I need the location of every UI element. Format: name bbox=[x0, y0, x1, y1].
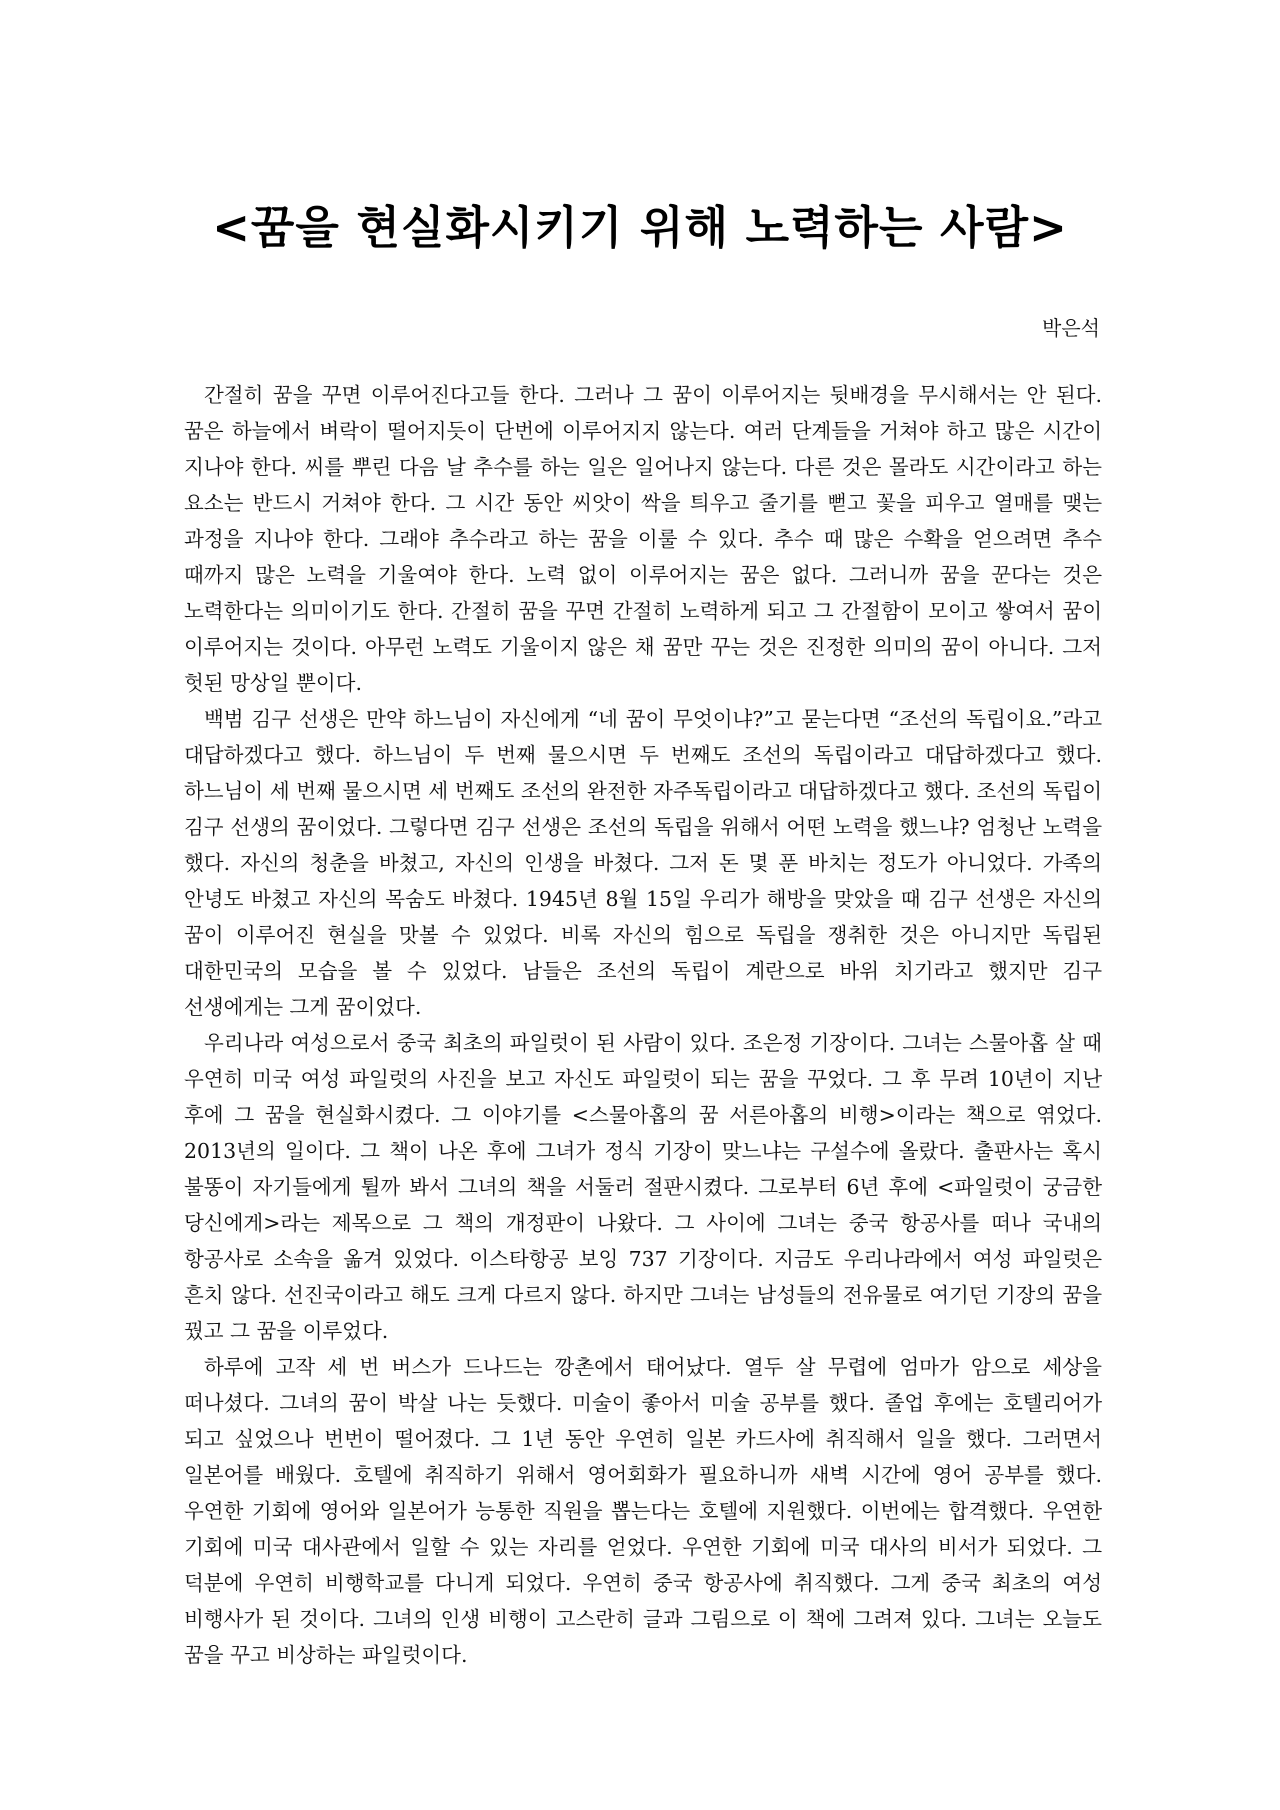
document-title: <꿈을 현실화시키기 위해 노력하는 사람> bbox=[212, 201, 1068, 254]
paragraph: 우리나라 여성으로서 중국 최초의 파일럿이 된 사람이 있다. 조은정 기장이다. 그녀는 스물아홉 살 때 우연히 미국 여성 파일럿의 사진을 보고 자신도 파일럿이 되는 꿈을 꾸었다. 그 후 무려 10년이 지난 후에 그 꿈을 현실화시켰다. 그 이야기를 <스물아홉의 꿈 서른아홉의 비행>이라는 책으로 엮었다. 2013년의 일이다. 그 책이 나온 후에 그녀가 정식 기장이 맞느냐는 구설수에 올랐다. 출판사는 혹시 불똥이 자기들에게 튈까 봐서 그녀의 책을 서둘러 절판시켰다. 그로부터 6년 후에 <파일럿이 궁금한 당신에게>라는 제목으로 그 책의 개정판이 나왔다. 그 사이에 그녀는 중국 항공사를 떠나 국내의 항공사로 소속을 옮겨 있었다. 이스타항공 보잉 737 기장이다. 지금도 우리나라에서 여성 파일럿은 흔치 않다. 선진국이라고 해도 크게 다르지 않다. 하지만 그녀는 남성들의 전유물로 여기던 기장의 꿈을 꿨고 그 꿈을 이루었다. bbox=[184, 1031, 1102, 1343]
paragraph: 백범 김구 선생은 만약 하느님이 자신에게 “네 꿈이 무엇이냐?”고 묻는다면 “조선의 독립이요.”라고 대답하겠다고 했다. 하느님이 두 번째 물으시면 두 번째도 조선의 독립이라고 대답하겠다고 했다. 하느님이 세 번째 물으시면 세 번째도 조선의 완전한 자주독립이라고 대답하겠다고 했다. 조선의 독립이 김구 선생의 꿈이었다. 그렇다면 김구 선생은 조선의 독립을 위해서 어떤 노력을 했느냐? 엄청난 노력을 했다. 자신의 청춘을 바쳤고, 자신의 인생을 바쳤다. 그저 돈 몇 푼 바치는 정도가 아니었다. 가족의 안녕도 바쳤고 자신의 목숨도 바쳤다. 1945년 8월 15일 우리가 해방을 맞았을 때 김구 선생은 자신의 꿈이 이루어진 현실을 맛볼 수 있었다. 비록 자신의 힘으로 독립을 쟁취한 것은 아니지만 독립된 대한민국의 모습을 볼 수 있었다. 남들은 조선의 독립이 계란으로 바위 치기라고 했지만 김구 선생에게는 그게 꿈이었다. bbox=[184, 707, 1102, 1019]
author-name: 박은석 bbox=[1042, 316, 1100, 340]
essay-body bbox=[184, 377, 1102, 1673]
paragraph: 간절히 꿈을 꾸면 이루어진다고들 한다. 그러나 그 꿈이 이루어지는 뒷배경을 무시해서는 안 된다. 꿈은 하늘에서 벼락이 떨어지듯이 단번에 이루어지지 않는다. 여러 단계들을 거쳐야 하고 많은 시간이 지나야 한다. 씨를 뿌린 다음 날 추수를 하는 일은 일어나지 않는다. 다른 것은 몰라도 시간이라고 하는 요소는 반드시 거쳐야 한다. 그 시간 동안 씨앗이 싹을 틔우고 줄기를 뻗고 꽃을 피우고 열매를 맺는 과정을 지나야 한다. 그래야 추수라고 하는 꿈을 이룰 수 있다. 추수 때 많은 수확을 얻으려면 추수 때까지 많은 노력을 기울여야 한다. 노력 없이 이루어지는 꿈은 없다. 그러니까 꿈을 꾼다는 것은 노력한다는 의미이기도 한다. 간절히 꿈을 꾸면 간절히 노력하게 되고 그 간절함이 모이고 쌓여서 꿈이 이루어지는 것이다. 아무런 노력도 기울이지 않은 채 꿈만 꾸는 것은 진정한 의미의 꿈이 아니다. 그저 헛된 망상일 뿐이다. bbox=[184, 383, 1102, 695]
paragraph: 하루에 고작 세 번 버스가 드나드는 깡촌에서 태어났다. 열두 살 무렵에 엄마가 암으로 세상을 떠나셨다. 그녀의 꿈이 박살 나는 듯했다. 미술이 좋아서 미술 공부를 했다. 졸업 후에는 호텔리어가 되고 싶었으나 번번이 떨어졌다. 그 1년 동안 우연히 일본 카드사에 취직해서 일을 했다. 그러면서 일본어를 배웠다. 호텔에 취직하기 위해서 영어회화가 필요하니까 새벽 시간에 영어 공부를 했다. 우연한 기회에 영어와 일본어가 능통한 직원을 뽑는다는 호텔에 지원했다. 이번에는 합격했다. 우연한 기회에 미국 대사관에서 일할 수 있는 자리를 얻었다. 우연한 기회에 미국 대사의 비서가 되었다. 그 덕분에 우연히 비행학교를 다니게 되었다. 우연히 중국 항공사에 취직했다. 그게 중국 최초의 여성 비행사가 된 것이다. 그녀의 인생 비행이 고스란히 글과 그림으로 이 책에 그려져 있다. 그녀는 오늘도 꿈을 꾸고 비상하는 파일럿이다. bbox=[184, 1355, 1102, 1667]
